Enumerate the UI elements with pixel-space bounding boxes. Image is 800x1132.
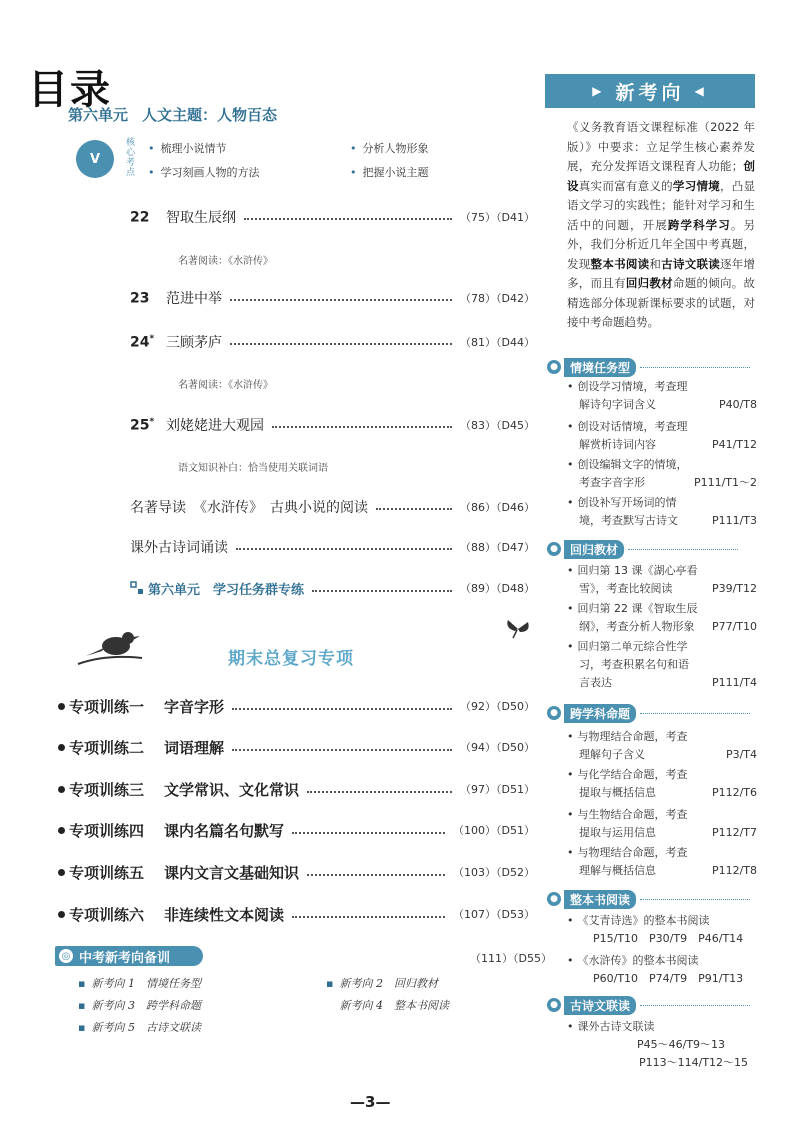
- dot-leader: [292, 916, 445, 918]
- dot-leader: [307, 791, 452, 793]
- page-ref: （111）（D55）: [470, 952, 552, 965]
- lesson-title: 三顾茅庐: [166, 335, 222, 351]
- lesson-subnote: 语文知识补白：恰当使用关联词语: [178, 463, 328, 474]
- unit-theme: 人文主题：人物百态: [142, 106, 278, 124]
- page-ref: （89）（D48）: [460, 582, 535, 595]
- extra-title: 课外古诗词诵读: [130, 540, 228, 556]
- toc-row[interactable]: [130, 536, 535, 558]
- bullet-icon: [58, 703, 65, 710]
- category-label: 跨学科命题: [564, 704, 636, 723]
- sidebar-item: • 课外古诗文联读 P45～46/T9～13 P113～114/T12～15: [567, 1020, 749, 1069]
- dot-leader: [244, 218, 452, 220]
- divider: [640, 899, 750, 900]
- training-label: 专项训练四: [69, 821, 145, 840]
- bullet-icon: [58, 744, 65, 751]
- lesson-subnote: 名著阅读：《水浒传》: [178, 380, 273, 391]
- arrow-right-icon: ▶: [592, 84, 606, 98]
- sidebar-item: • 回归第二单元综合性学 习，考查积累名句和语 言表达 P111/T4: [567, 640, 757, 689]
- core-point: • 梳理小说情节: [148, 142, 227, 155]
- sidebar-item: • 与生物结合命题，考查 提取与运用信息 P112/T7: [567, 808, 757, 839]
- training-title: 文学常识、文化常识: [164, 780, 300, 799]
- category-icon: ●: [547, 542, 561, 556]
- sidebar-item: • 《艾青诗选》的整本书阅读 P15/T10 P30/T9 P46/T14: [567, 914, 744, 945]
- unit-badge-icon: V: [76, 140, 114, 178]
- training-row[interactable]: [58, 735, 535, 759]
- page-ref: （100）（D51）: [453, 824, 535, 837]
- category-header[interactable]: [547, 890, 750, 908]
- unit-header: [68, 104, 277, 125]
- mock-item[interactable]: ▪ 新考向 2 回归教材: [326, 977, 438, 990]
- category-header[interactable]: [547, 704, 750, 722]
- page-ref: （88）（D47）: [460, 541, 535, 554]
- sidebar-item: • 创设学习情境，考查理 解诗句字词含义 P40/T8: [567, 380, 757, 411]
- category-label: 整本书阅读: [564, 890, 636, 909]
- page-ref: （86）（D46）: [460, 501, 535, 514]
- bullet-icon: [58, 869, 65, 876]
- divider: [640, 713, 750, 714]
- sidebar-banner-label: 新考向: [615, 81, 685, 104]
- lesson-title: 智取生辰纲: [166, 210, 236, 226]
- dot-leader: [232, 749, 452, 751]
- extra-title: 名著导读 《水浒传》 古典小说的阅读: [130, 500, 368, 516]
- category-label: 回归教材: [564, 540, 624, 559]
- lesson-number: 24*: [130, 333, 155, 351]
- training-title: 非连续性文本阅读: [164, 905, 285, 924]
- category-icon: ●: [547, 360, 561, 374]
- task-icon: [130, 581, 144, 595]
- mock-banner-label: 中考新考向备训: [79, 950, 171, 966]
- core-point: • 把握小说主题: [350, 166, 429, 179]
- lesson-number: 23: [130, 290, 150, 307]
- dot-leader: [376, 508, 452, 510]
- category-header[interactable]: [547, 540, 738, 558]
- unit-task-row[interactable]: [130, 578, 535, 598]
- category-label: 古诗文联读: [564, 996, 636, 1015]
- page-ref: （103）（D52）: [453, 866, 535, 879]
- bullet-icon: [58, 786, 65, 793]
- training-label: 专项训练六: [69, 905, 145, 924]
- toc-row[interactable]: [130, 414, 535, 436]
- training-label: 专项训练一: [69, 697, 145, 716]
- training-title: 词语理解: [164, 738, 225, 757]
- training-label: 专项训练二: [69, 738, 145, 757]
- sidebar-banner: [545, 74, 755, 108]
- dot-leader: [236, 548, 452, 550]
- dot-leader: [292, 832, 445, 834]
- sidebar-intro: 《义务教育语文课程标准（2022 年版）》中要求：立足学生核心素养发展，充分发挥语文课程育人功能；创设真实而富有意义的学习情境，凸显语文学习的实践性；能针对学习和生活中的问题，开展跨学科学习。另外，我们分析近几年全国中考真题，发现整本书阅读和古诗文联读逐年增多，而且有回归教材命题的倾向。故精选部分体现新课标要求的试题，对接中考命题趋势。: [567, 120, 756, 329]
- training-title: 课内文言文基础知识: [164, 863, 300, 882]
- training-row[interactable]: [58, 860, 535, 884]
- dot-leader: [307, 874, 445, 876]
- divider: [640, 367, 750, 368]
- page-title: 目录: [28, 67, 112, 113]
- target-icon: ◎: [59, 949, 73, 963]
- dot-leader: [312, 590, 452, 592]
- page-ref: （94）（D50）: [460, 741, 535, 754]
- toc-row[interactable]: [130, 287, 535, 309]
- toc-row[interactable]: [130, 206, 535, 228]
- dot-leader: [232, 708, 452, 710]
- page-number: —3—: [350, 1093, 391, 1111]
- core-point: • 学习刻画人物的方法: [148, 166, 260, 179]
- sidebar-item: • 回归第 13 课《湖心亭看 雪》，考查比较阅读 P39/T12: [567, 564, 757, 595]
- divider: [640, 1005, 750, 1006]
- bird-icon: [76, 624, 146, 670]
- sidebar-item: • 回归第 22 课《智取生辰 纲》，考查分析人物形象 P77/T10: [567, 602, 757, 633]
- core-points-label: 核心考点: [126, 138, 136, 178]
- page-ref: （92）（D50）: [460, 700, 535, 713]
- sidebar-item: • 创设编辑文字的情境， 考查字音字形 P111/T1～2: [567, 458, 757, 489]
- lesson-title: 刘姥姥进大观园: [166, 418, 264, 434]
- page-ref: （78）（D42）: [460, 292, 535, 305]
- sidebar-item: • 与物理结合命题，考查 理解句子含义 P3/T4: [567, 730, 757, 761]
- category-header[interactable]: [547, 996, 750, 1014]
- sidebar-item: • 《水浒传》的整本书阅读 P60/T10 P74/T9 P91/T13: [567, 954, 744, 985]
- category-icon: ●: [547, 998, 561, 1012]
- core-point: • 分析人物形象: [350, 142, 429, 155]
- mock-item[interactable]: ▪ 新考向 5 古诗文联读: [78, 1021, 201, 1034]
- toc-row[interactable]: [130, 331, 535, 353]
- sidebar-item: • 创设补写开场词的情 境，考查默写古诗文 P111/T3: [567, 496, 757, 527]
- training-label: 专项训练三: [69, 780, 145, 799]
- divider: [628, 549, 738, 550]
- category-icon: ●: [547, 706, 561, 720]
- lesson-number: 22: [130, 209, 150, 226]
- bullet-icon: [58, 827, 65, 834]
- sidebar-item: • 创设对话情境，考查理 解赏析诗词内容 P41/T12: [567, 420, 757, 451]
- unit-task-title: 第六单元 学习任务群专练: [148, 582, 305, 598]
- training-label: 专项训练五: [69, 863, 145, 882]
- category-icon: ●: [547, 892, 561, 906]
- page-ref: （97）（D51）: [460, 783, 535, 796]
- arrow-left-icon: ◀: [694, 84, 708, 98]
- final-review-title: 期末总复习专项: [228, 649, 354, 669]
- page-ref: （81）（D44）: [460, 336, 535, 349]
- mock-banner[interactable]: [55, 946, 203, 966]
- dot-leader: [272, 426, 452, 428]
- mock-item[interactable]: ▪ 新考向 1 情境任务型: [78, 977, 201, 990]
- lesson-title: 范进中举: [166, 291, 222, 307]
- sidebar-item: • 与物理结合命题，考查 理解与概括信息 P112/T8: [567, 846, 757, 877]
- page-ref: （75）（D41）: [460, 211, 535, 224]
- training-title: 课内名篇名句默写: [164, 821, 285, 840]
- page-ref: （107）（D53）: [453, 908, 535, 921]
- training-row[interactable]: [58, 902, 535, 926]
- lesson-number: 25*: [130, 416, 155, 434]
- page-ref: （83）（D45）: [460, 419, 535, 432]
- lesson-subnote: 名著阅读：《水浒传》: [178, 256, 273, 267]
- category-header[interactable]: [547, 358, 750, 376]
- sidebar-item: • 与化学结合命题，考查 提取与概括信息 P112/T6: [567, 768, 757, 799]
- toc-row[interactable]: [130, 496, 535, 518]
- category-label: 情境任务型: [564, 358, 636, 377]
- bullet-icon: [58, 911, 65, 918]
- dot-leader: [230, 299, 452, 301]
- training-title: 字音字形: [164, 697, 225, 716]
- training-row[interactable]: [58, 818, 535, 842]
- training-row[interactable]: [58, 694, 535, 718]
- butterfly-icon: [505, 618, 531, 640]
- training-row[interactable]: [58, 777, 535, 801]
- mock-item[interactable]: 新考向 4 整本书阅读: [339, 999, 449, 1012]
- dot-leader: [230, 343, 452, 345]
- unit-label: 第六单元: [68, 106, 129, 124]
- mock-item[interactable]: ▪ 新考向 3 跨学科命题: [78, 999, 201, 1012]
